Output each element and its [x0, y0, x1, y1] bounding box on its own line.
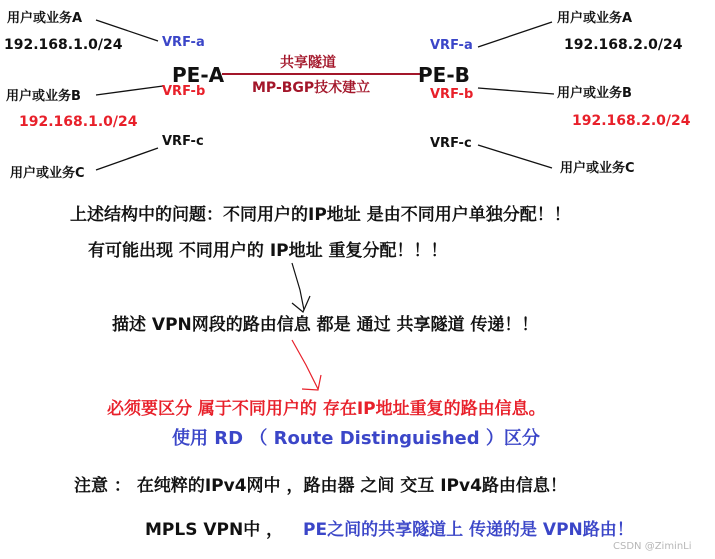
- user-a-right-label: 用户或业务A: [557, 11, 633, 26]
- user-b-left-label: 用户或业务B: [6, 89, 81, 104]
- user-a-right-ip: 192.168.2.0/24: [564, 37, 683, 53]
- link-user-b-pe-a: [96, 86, 163, 95]
- user-b-right-label: 用户或业务B: [557, 86, 632, 101]
- vrf-b-right: VRF-b: [430, 87, 474, 102]
- user-a-left-ip: 192.168.1.0/24: [4, 37, 123, 53]
- pe-a-node: PE-A: [172, 63, 225, 87]
- note-rd: 使用 RD （ Route Distinguished ）区分: [172, 428, 540, 449]
- vrf-b-left: VRF-b: [162, 84, 206, 99]
- vrf-a-left: VRF-a: [162, 35, 205, 50]
- vrf-c-right: VRF-c: [430, 136, 472, 151]
- note-mpls-prefix: MPLS VPN中 ，: [145, 520, 284, 540]
- link-pe-b-user-c: [478, 145, 552, 168]
- vrf-a-right: VRF-a: [430, 38, 473, 53]
- note-vpn-routes: 描述 VPN网段的路由信息 都是 通过 共享隧道 传递！！: [112, 315, 539, 335]
- user-a-left-label: 用户或业务A: [7, 11, 83, 26]
- user-c-left-label: 用户或业务C: [10, 166, 85, 181]
- link-user-c-pe-a: [96, 148, 158, 170]
- note-ipv4: 注意 ： 在纯粹的IPv4网中 ，路由器 之间 交互 IPv4路由信息！: [74, 476, 567, 496]
- note-problem: 上述结构中的问题：不同用户的IP地址 是由不同用户单独分配！！: [70, 205, 571, 225]
- link-pe-b-user-a: [478, 22, 552, 47]
- link-pe-b-user-b: [478, 88, 554, 94]
- arrow-down-red: [292, 340, 321, 390]
- watermark: CSDN @ZiminLi: [613, 541, 692, 552]
- note-mpls-vpn-route: PE之间的共享隧道上 传递的是 VPN路由！: [303, 520, 634, 540]
- user-c-right-label: 用户或业务C: [560, 161, 635, 176]
- note-duplicate: 有可能出现 不同用户的 IP地址 重复分配！！！: [88, 241, 448, 261]
- user-b-right-ip: 192.168.2.0/24: [572, 113, 691, 129]
- tunnel-label: 共享隧道: [280, 55, 336, 71]
- pe-b-node: PE-B: [418, 63, 470, 87]
- note-must-distinguish: 必须要区分 属于不同用户的 存在IP地址重复的路由信息。: [107, 399, 546, 419]
- arrow-down-black: [292, 263, 310, 312]
- vrf-c-left: VRF-c: [162, 134, 204, 149]
- user-b-left-ip: 192.168.1.0/24: [19, 114, 138, 130]
- tunnel-sublabel: MP-BGP技术建立: [252, 80, 371, 96]
